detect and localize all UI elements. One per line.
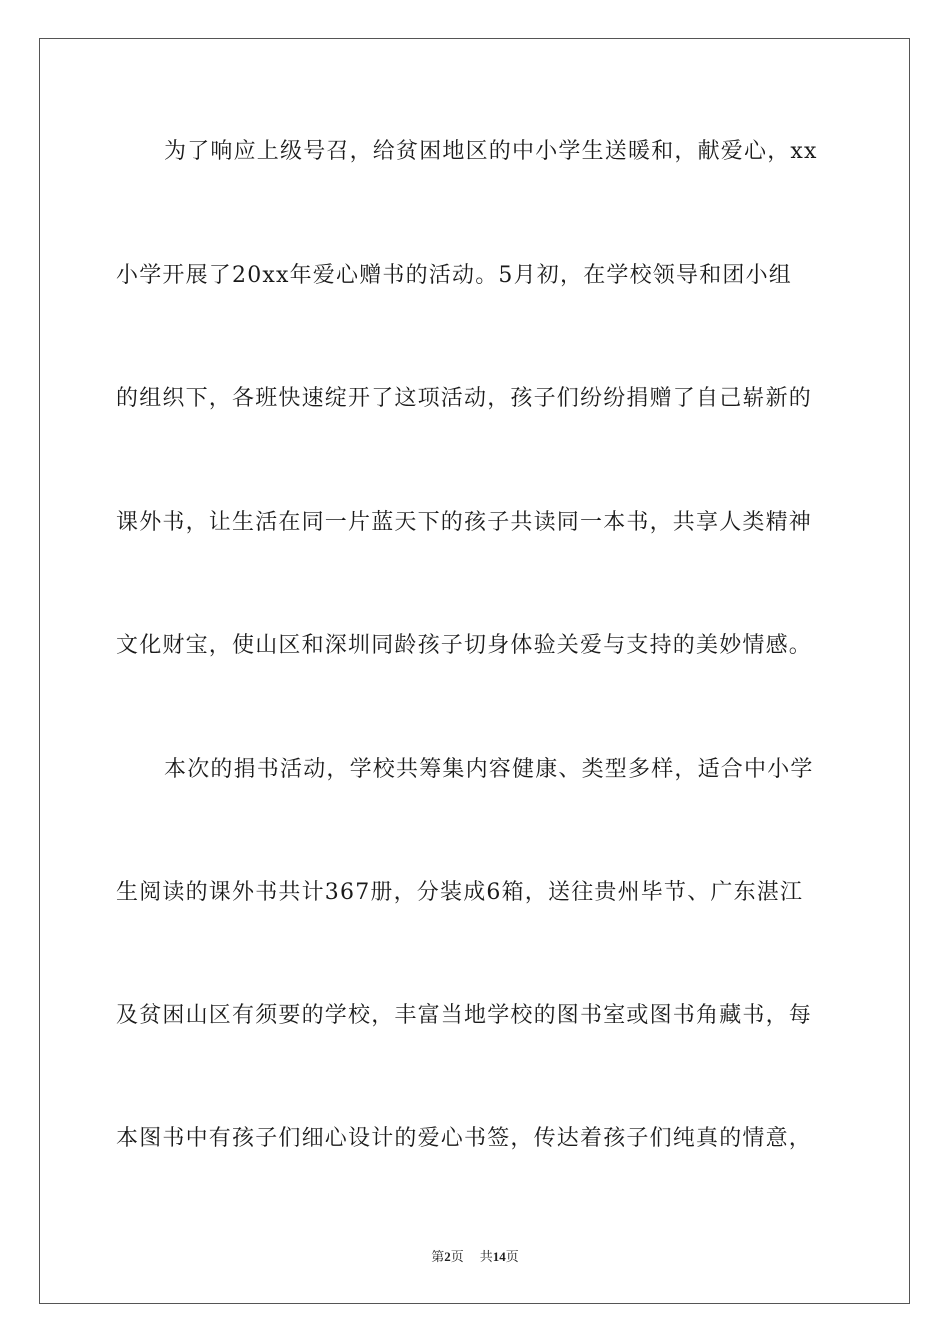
total-pages-prefix: 共 xyxy=(479,1249,493,1264)
paragraph-1-line-1: 为了响应上级号召，给贫困地区的中小学生送暖和，献爱心，xx xyxy=(164,139,818,164)
page-number: 2 xyxy=(444,1249,451,1264)
page-number-prefix: 第 xyxy=(431,1249,445,1264)
paragraph-2-line-2: 生阅读的课外书共计367册，分装成6箱，送往贵州毕节、广东湛江 xyxy=(116,880,804,905)
page-border xyxy=(39,38,910,1304)
page-number-suffix: 页 xyxy=(450,1249,464,1264)
total-pages-suffix: 页 xyxy=(505,1249,519,1264)
paragraph-2-line-4: 本图书中有孩子们细心设计的爱心书签，传达着孩子们纯真的情意， xyxy=(116,1126,813,1151)
paragraph-1-line-4: 课外书，让生活在同一片蓝天下的孩子共读同一本书，共享人类精神 xyxy=(116,510,813,535)
paragraph-1-line-2: 小学开展了20xx年爱心赠书的活动。5月初，在学校领导和团小组 xyxy=(116,263,793,288)
total-pages: 14 xyxy=(492,1249,506,1264)
paragraph-1-line-5: 文化财宝，使山区和深圳同龄孩子切身体验关爱与支持的美妙情感。 xyxy=(116,633,813,658)
paragraph-2-line-1: 本次的捐书活动，学校共筹集内容健康、类型多样，适合中小学 xyxy=(164,757,814,782)
page-footer xyxy=(0,1246,950,1265)
paragraph-2-line-3: 及贫困山区有须要的学校，丰富当地学校的图书室或图书角藏书，每 xyxy=(116,1003,813,1028)
paragraph-1-line-3: 的组织下，各班快速绽开了这项活动，孩子们纷纷捐赠了自己崭新的 xyxy=(116,386,813,411)
